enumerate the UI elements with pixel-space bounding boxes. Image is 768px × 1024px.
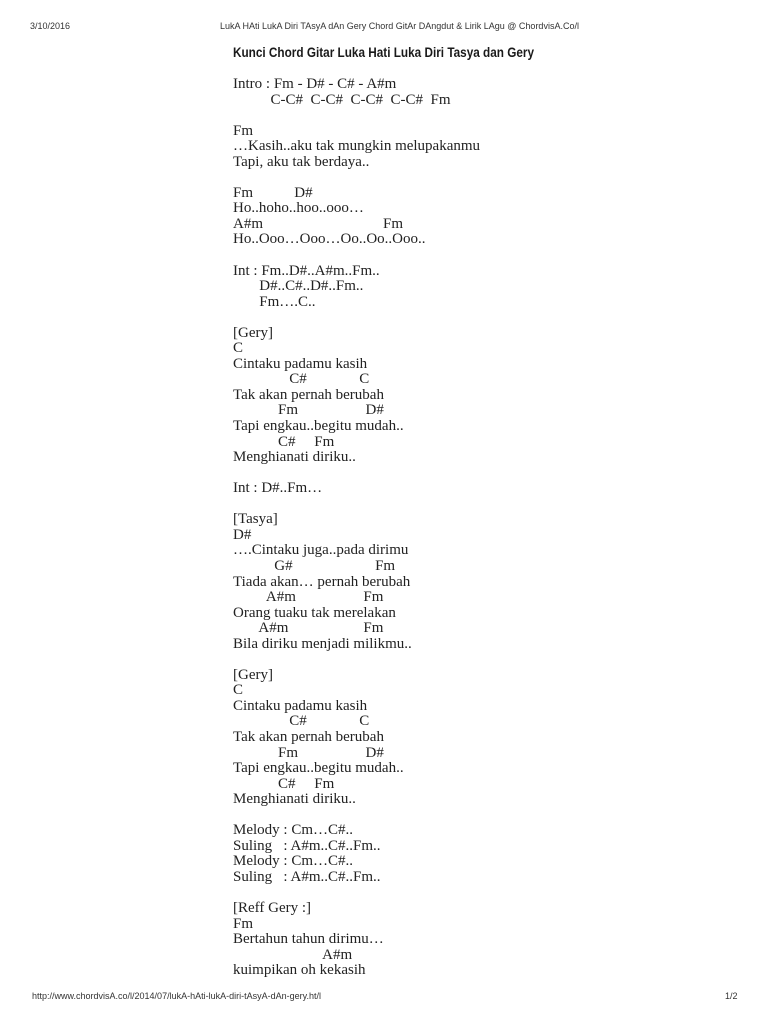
chord-line: G# Fm — [233, 557, 396, 574]
lyric-line: Bertahun tahun dirimu… — [233, 931, 384, 948]
lyric-line: Tiada akan… pernah berubah — [233, 573, 411, 590]
blank-line — [233, 310, 733, 326]
lyric-line: kuimpikan oh kekasih — [233, 962, 366, 979]
suling-line: Suling : A#m..C#..Fm.. — [233, 837, 381, 854]
chord-line: Fm D# — [233, 402, 384, 419]
blank-line — [233, 497, 733, 513]
chord-line: C# Fm — [233, 775, 335, 792]
chord-line: C# C — [233, 713, 370, 730]
chord-line: D# — [233, 526, 252, 543]
print-date: 3/10/2016 — [30, 21, 71, 31]
melody-line: Melody : Cm…C#.. — [233, 853, 354, 870]
blank-line — [233, 108, 733, 124]
lyric-line: Orang tuaku tak merelakan — [233, 604, 396, 621]
chord-line: C-C# C-C# C-C# C-C# Fm — [233, 91, 451, 108]
section-label: [Reff Gery :] — [233, 899, 312, 916]
print-page-title: LukA HAti LukA Diri TAsyA dAn Gery Chord GitAr DAngdut & Lirik LAgu @ ChordvisA.Co/l — [220, 21, 579, 31]
lyric-line: ….Cintaku juga..pada dirimu — [233, 542, 409, 559]
blank-line — [233, 248, 733, 264]
lyric-line: Bila diriku menjadi milikmu.. — [233, 635, 412, 652]
print-source-url: http://www.chordvisA.co/l/2014/07/lukA-hAti-lukA-diri-tAsyA-dAn-gery.ht/l — [32, 991, 321, 1001]
melody-line: Melody : Cm…C#.. — [233, 822, 354, 839]
lyric-line: Tak akan pernah berubah — [233, 386, 384, 403]
lyric-line: Cintaku padamu kasih — [233, 697, 368, 714]
chord-line: C — [233, 682, 244, 699]
chord-line: C — [233, 340, 244, 357]
blank-line — [233, 808, 733, 824]
interlude-line: Fm….C.. — [233, 293, 316, 310]
lyric-line: Tapi engkau..begitu mudah.. — [233, 760, 404, 777]
interlude-line: Int : Fm..D#..A#m..Fm.. — [233, 262, 380, 279]
lyric-line: Menghianati diriku.. — [233, 449, 356, 466]
lyric-line: Tapi engkau..begitu mudah.. — [233, 418, 404, 435]
chord-line: Fm D# — [233, 744, 384, 761]
lyric-line: Cintaku padamu kasih — [233, 355, 368, 372]
chord-line: A#m Fm — [233, 589, 384, 606]
interlude-line: Int : D#..Fm… — [233, 480, 323, 497]
section-label: [Gery] — [233, 666, 273, 683]
chord-line: Fm — [233, 122, 254, 139]
chord-line: A#m Fm — [233, 620, 384, 637]
section-label: [Gery] — [233, 324, 273, 341]
chord-line: C# Fm — [233, 433, 335, 450]
chord-line: Fm — [233, 915, 254, 932]
page-number: 1/2 — [725, 991, 738, 1001]
lyric-line: Ho..hoho..hoo..ooo… — [233, 200, 364, 217]
lyric-line: …Kasih..aku tak mungkin melupakanmu — [233, 138, 481, 155]
article-title: Kunci Chord Gitar Luka Hati Luka Diri Tasya dan Gery — [233, 44, 535, 60]
blank-line — [233, 652, 733, 668]
lyric-line: Tapi, aku tak berdaya.. — [233, 153, 370, 170]
chord-line: C# C — [233, 371, 370, 388]
blank-line — [233, 885, 733, 901]
chord-sheet — [233, 77, 733, 979]
chord-line: Fm D# — [233, 184, 313, 201]
intro-line: Intro : Fm - D# - C# - A#m — [233, 76, 397, 92]
lyric-line: Ho..Ooo…Ooo…Oo..Oo..Ooo.. — [233, 231, 426, 248]
lyric-line: Menghianati diriku.. — [233, 791, 356, 808]
chord-line: A#m — [233, 946, 353, 963]
interlude-line: D#..C#..D#..Fm.. — [233, 278, 364, 295]
chord-line: A#m Fm — [233, 215, 404, 232]
blank-line — [233, 170, 733, 186]
lyric-line: Tak akan pernah berubah — [233, 728, 384, 745]
suling-line: Suling : A#m..C#..Fm.. — [233, 868, 381, 885]
blank-line — [233, 466, 733, 482]
section-label: [Tasya] — [233, 511, 278, 528]
